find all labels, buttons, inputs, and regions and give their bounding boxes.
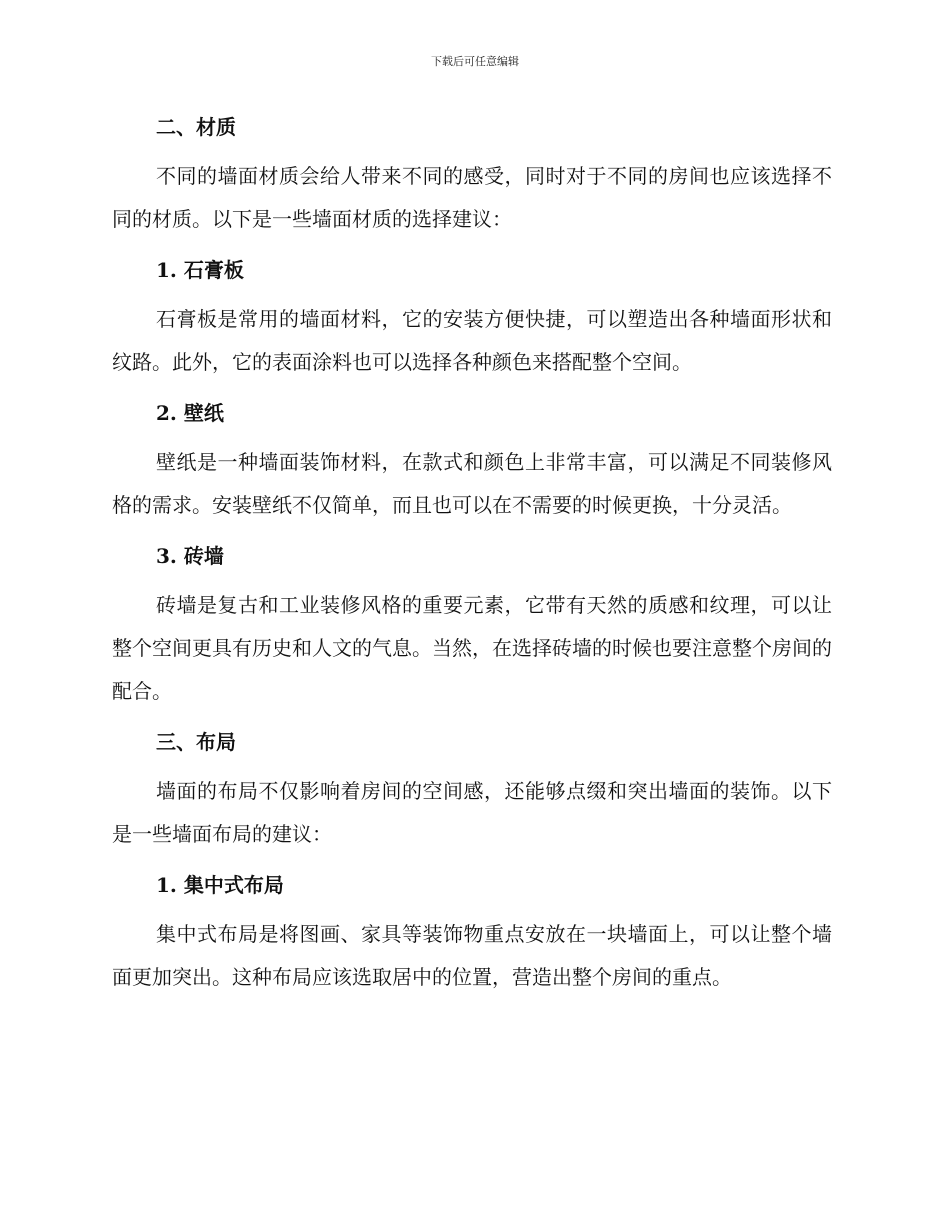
page-header: 下载后可任意编辑 — [431, 55, 519, 68]
paragraph-brick-wall: 砖墙是复古和工业装修风格的重要元素，它带有天然的质感和纹理，可以让整个空间更具有历史和人文的气息。当然，在选择砖墙的时候也要注意整个房间的配合。 — [112, 593, 832, 703]
subheading-centralized-layout: 1. 集中式布局 — [156, 873, 284, 897]
paragraph-layout-intro: 墙面的布局不仅影响着房间的空间感，还能够点缀和突出墙面的装饰。以下是一些墙面布局的建议： — [112, 779, 832, 846]
subheading-brick-wall: 3. 砖墙 — [156, 544, 224, 568]
paragraph-material-intro: 不同的墙面材质会给人带来不同的感受，同时对于不同的房间也应该选择不同的材质。以下是一些墙面材质的选择建议： — [112, 164, 832, 231]
section-heading-layout: 三、布局 — [156, 730, 236, 754]
paragraph-wallpaper: 壁纸是一种墙面装饰材料，在款式和颜色上非常丰富，可以满足不同装修风格的需求。安装壁纸不仅简单，而且也可以在不需要的时候更换，十分灵活。 — [112, 450, 832, 517]
document-body — [112, 106, 832, 1007]
paragraph-gypsum-board: 石膏板是常用的墙面材料，它的安装方便快捷，可以塑造出各种墙面形状和纹路。此外，它的表面涂料也可以选择各种颜色来搭配整个空间。 — [112, 307, 832, 374]
paragraph-centralized-layout: 集中式布局是将图画、家具等装饰物重点安放在一块墙面上，可以让整个墙面更加突出。这种布局应该选取居中的位置，营造出整个房间的重点。 — [112, 922, 832, 989]
subheading-gypsum-board: 1. 石膏板 — [156, 258, 244, 282]
subheading-wallpaper: 2. 壁纸 — [156, 401, 224, 425]
section-heading-material: 二、材质 — [156, 115, 236, 139]
